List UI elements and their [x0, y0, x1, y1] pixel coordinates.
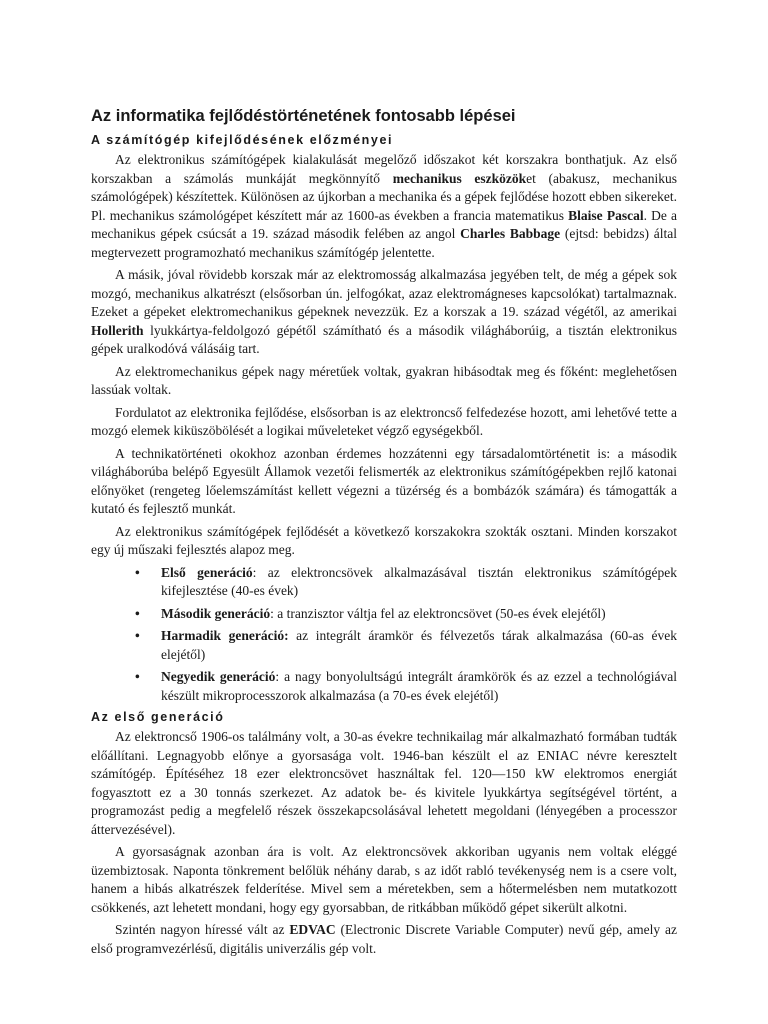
paragraph [91, 363, 677, 400]
generation-name: Második generáció [161, 605, 271, 621]
emphasized-term: Hollerith [91, 322, 144, 338]
text-run: Az elektromechanikus gépek nagy méretűek voltak, gyakran hibásodtak meg és főként: meglehetősen lassúak voltak. [91, 363, 677, 397]
text-run: A technikatörténeti okokhoz azonban érdemes hozzátenni egy társadalomtörténetit is: a második világháborúba belépő Egyesült Államok vezetői felismerték az elektronikus számítógépekben rejlő katonai előnyöket (rengeteg lőelemszámítást kellett végezni a tüzérség és a bombázók számára) és támogatták a kutató és fejlesztő munkát. [91, 445, 677, 516]
bullet-icon: • [135, 628, 140, 643]
list-item [135, 564, 677, 601]
generation-list [91, 564, 677, 706]
paragraph [91, 404, 677, 441]
bullet-icon: • [135, 605, 140, 621]
text-run: . De a mechanikus gépek csúcsát a 19. század második felében az angol [91, 207, 677, 241]
paragraph [91, 266, 677, 359]
text-run: Az elektroncső 1906-os találmány volt, a 30-as évekre technikailag már alkalmazható formában tudták előállítani. Legnagyobb előnye a gyorsasága volt. 1946-ban készült el az ENIAC névre keresztelt számítógép. Építéséhez 18 ezer elektroncsövet használtak fel. 120—150 kW elektromos energiát fogyasztott ez a 30 tonnás szerkezet. Az adatok be- és kivitele lyukkártya segítségével történt, a programozást pedig a megfelelő részek összekapcsolásával lehetett megoldani (lényegében a processzor áttervezésével). [91, 729, 677, 837]
text-run: A másik, jóval rövidebb korszak már az elektromosság alkalmazása jegyében telt, de még a gépek sok mozgó, mechanikus alkatrészt (elsősorban ún. jelfogókat, azaz elektromágneses kapcsolókat) tartalmaznak. Ezeket a gépeket elektromechanikus gépeknek nevezzük. Ez a korszak a 19. század végétől, az amerikai [91, 267, 677, 319]
emphasized-term: mechanikus eszközök [392, 170, 527, 186]
text-run: lyukkártya-feldolgozó gépétől számítható és a második világháborúig, a tisztán elektronikus gépek uralkodóvá válásáig tart. [91, 322, 677, 356]
bullet-icon: • [135, 564, 140, 580]
text-run: Szintén nagyon híressé vált az [115, 922, 290, 937]
text-run: (ejtsd: bebidzs) által megtervezett programozható mechanikus számítógép jelentette. [91, 226, 678, 260]
paragraph [91, 445, 677, 519]
generation-description: : az elektroncsövek alkalmazásával tisztán elektronikus számítógépek kifejlesztése (40-es évek) [161, 564, 677, 598]
generation-name: Első generáció [161, 564, 253, 580]
text-run: et (abakusz, mechanikus számológépek) készítettek. Különösen az újkorban a mechanika és a gépek fejlődése hozott ebben sikereket. Pl. mechanikus számológépet készített már az 1600-as években a francia matematikus [91, 170, 678, 223]
list-item [135, 627, 677, 664]
generation-description: : a nagy bonyolultságú integrált áramkörök és az ezzel a technológiával készült mikroprocesszorok alkalmazása (a 70-es évek elejétől) [161, 669, 677, 703]
paragraph [91, 728, 677, 839]
text-run: A gyorsaságnak azonban ára is volt. Az elektroncsövek akkoriban ugyanis nem voltak eléggé üzembiztosak. Naponta tönkrement belőlük néhány darab, s az időt rabló tevékenység nem is a csere volt, hanem a hibás alkatrészek felderítése. Mivel sem a méretekben, sem a hőtermelésben nem mutatkozott csökkenés, azt lehetett mondani, hogy egy gyorsabban, de ritkábban működő gépet sikerült alkotni. [91, 844, 677, 915]
text-run: Fordulatot az elektronika fejlődése, elsősorban is az elektroncső felfedezése hozott, ami lehetővé tette a mozgó elemek kiküszöbölését a logikai műveleteket végző egységekből. [91, 404, 677, 438]
document-page [91, 106, 677, 962]
list-item [135, 668, 677, 705]
generation-name: Harmadik generáció: [161, 628, 289, 643]
section-heading-first-generation: Az első generáció [91, 710, 225, 724]
text-run: Az elektronikus számítógépek kialakulását megelőző időszakot két korszakra bonthatjuk. Az első korszakban a számolás munkáját megkönnyítő [91, 152, 677, 186]
generation-name: Negyedik generáció [161, 669, 276, 684]
document-title: Az informatika fejlődéstörténetének fontosabb lépései [91, 107, 516, 125]
emphasized-term: Blaise Pascal [568, 207, 644, 223]
text-run: (Electronic Discrete Variable Computer) nevű gép, amely az első programvezérlésű, digitális univerzális gép volt. [91, 922, 677, 956]
generation-description: : a tranzisztor váltja fel az elektroncsövet (50-es évek elejétől) [270, 605, 606, 621]
text-run: Az elektronikus számítógépek fejlődését a következő korszakokra szokták osztani. Minden korszakot egy új műszaki fejlesztés alapoz meg. [91, 523, 677, 557]
emphasized-term: EDVAC [289, 922, 336, 937]
emphasized-term: Charles Babbage [460, 226, 561, 241]
paragraph [91, 151, 677, 262]
list-item [135, 605, 677, 624]
generation-description: az integrált áramkör és félvezetős tárak alkalmazása (60-as évek elejétől) [161, 628, 677, 662]
bullet-icon: • [135, 669, 140, 684]
section-heading-prehistory: A számítógép kifejlődésének előzményei [91, 133, 394, 147]
paragraph [91, 843, 677, 917]
paragraph [91, 523, 677, 560]
paragraph [91, 921, 677, 958]
